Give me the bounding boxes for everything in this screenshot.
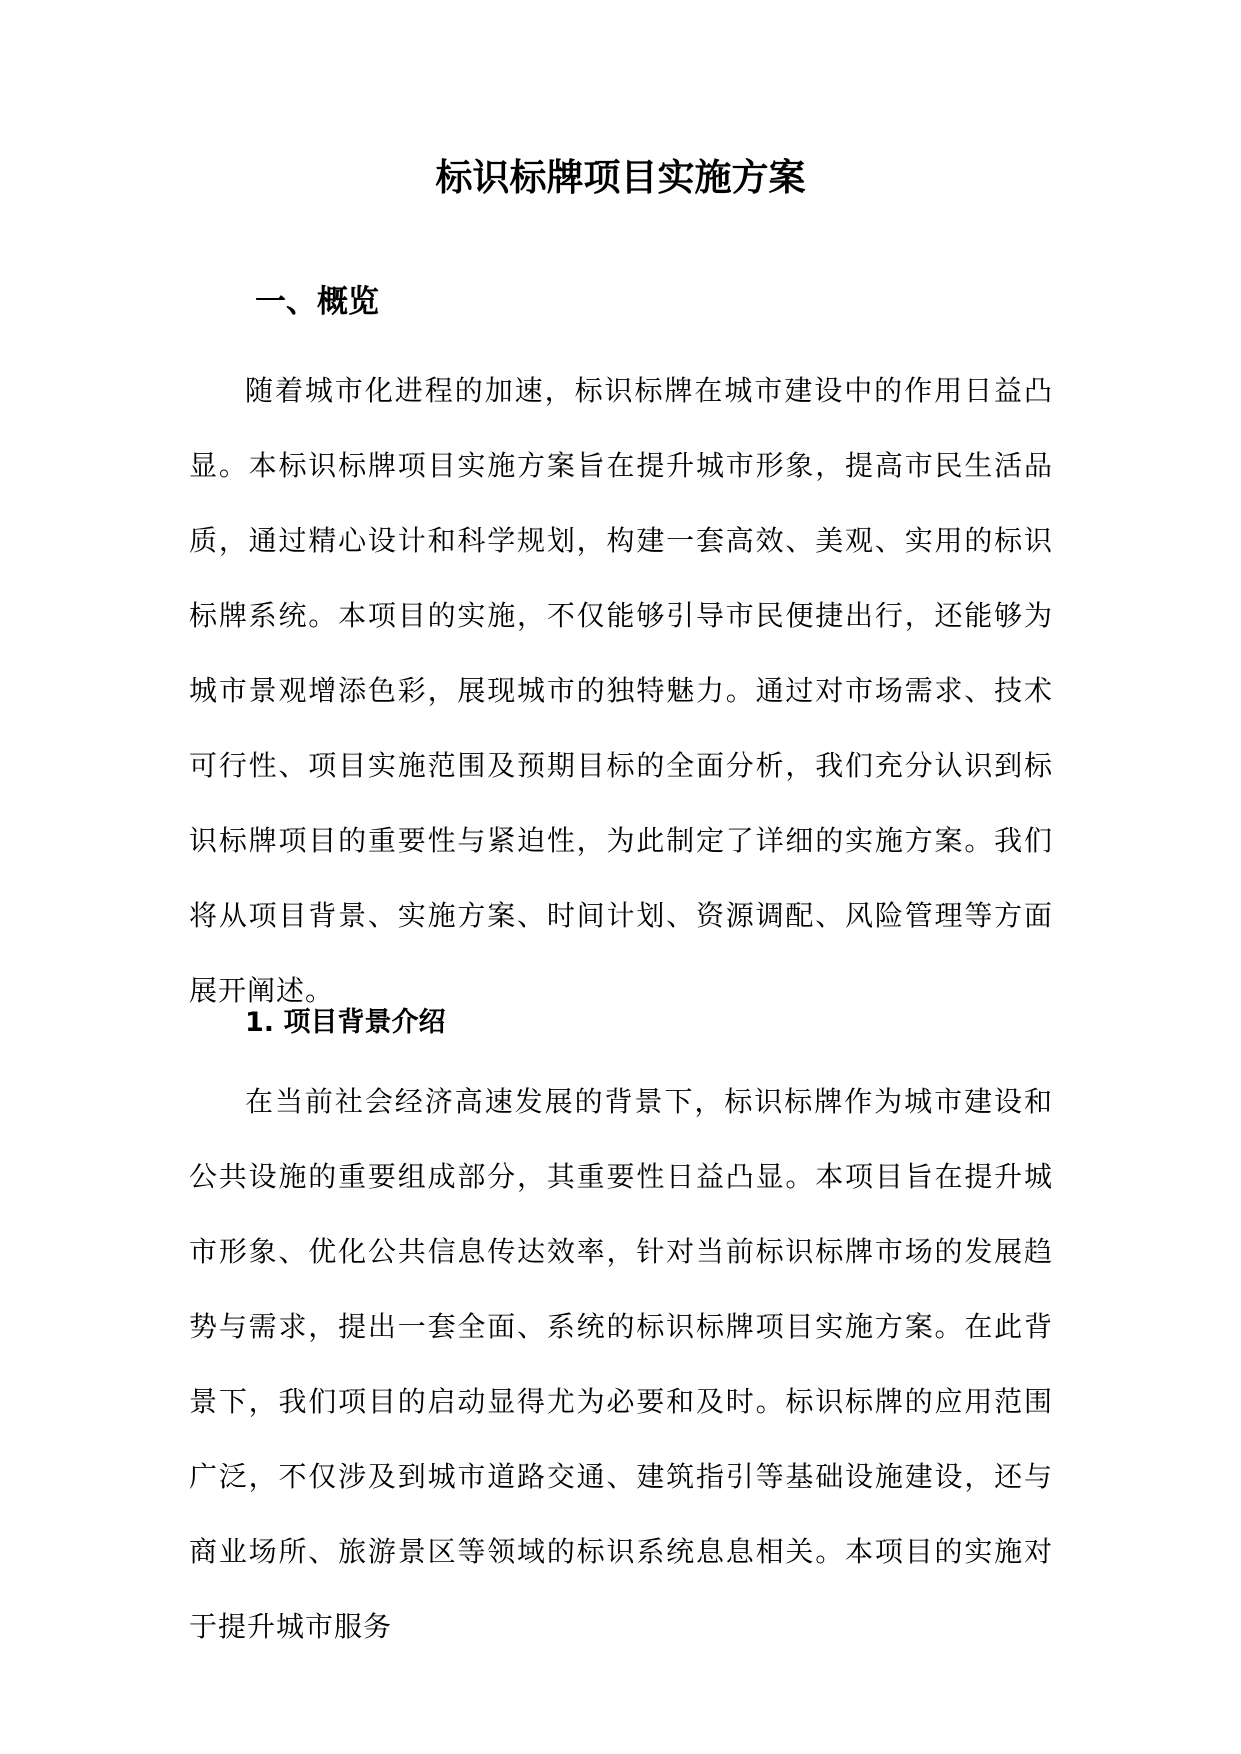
document-title: 标识标牌项目实施方案 (435, 156, 806, 199)
overview-paragraph: 随着城市化进程的加速，标识标牌在城市建设中的作用日益凸显。本标识标牌项目实施方案旨在提升城市形象，提高市民生活品质，通过精心设计和科学规划，构建一套高效、美观、实用的标识标牌系统。本项目的实施，不仅能够引导市民便捷出行，还能够为城市景观增添色彩，展现城市的独特魅力。通过对市场需求、技术可行性、项目实施范围及预期目标的全面分析，我们充分认识到标识标牌项目的重要性与紧迫性，为此制定了详细的实施方案。我们将从项目背景、实施方案、时间计划、资源调配、风险管理等方面展开阐述。 (189, 374, 1053, 1007)
subsection-heading-background: 1. 项目背景介绍 (245, 1007, 446, 1038)
background-paragraph: 在当前社会经济高速发展的背景下，标识标牌作为城市建设和公共设施的重要组成部分，其重要性日益凸显。本项目旨在提升城市形象、优化公共信息传达效率，针对当前标识标牌市场的发展趋势与需求，提出一套全面、系统的标识标牌项目实施方案。在此背景下，我们项目的启动显得尤为必要和及时。标识标牌的应用范围广泛，不仅涉及到城市道路交通、建筑指引等基础设施建设，还与商业场所、旅游景区等领域的标识系统息息相关。本项目的实施对于提升城市服务 (189, 1085, 1053, 1643)
section-heading-overview: 一、概览 (255, 284, 379, 320)
